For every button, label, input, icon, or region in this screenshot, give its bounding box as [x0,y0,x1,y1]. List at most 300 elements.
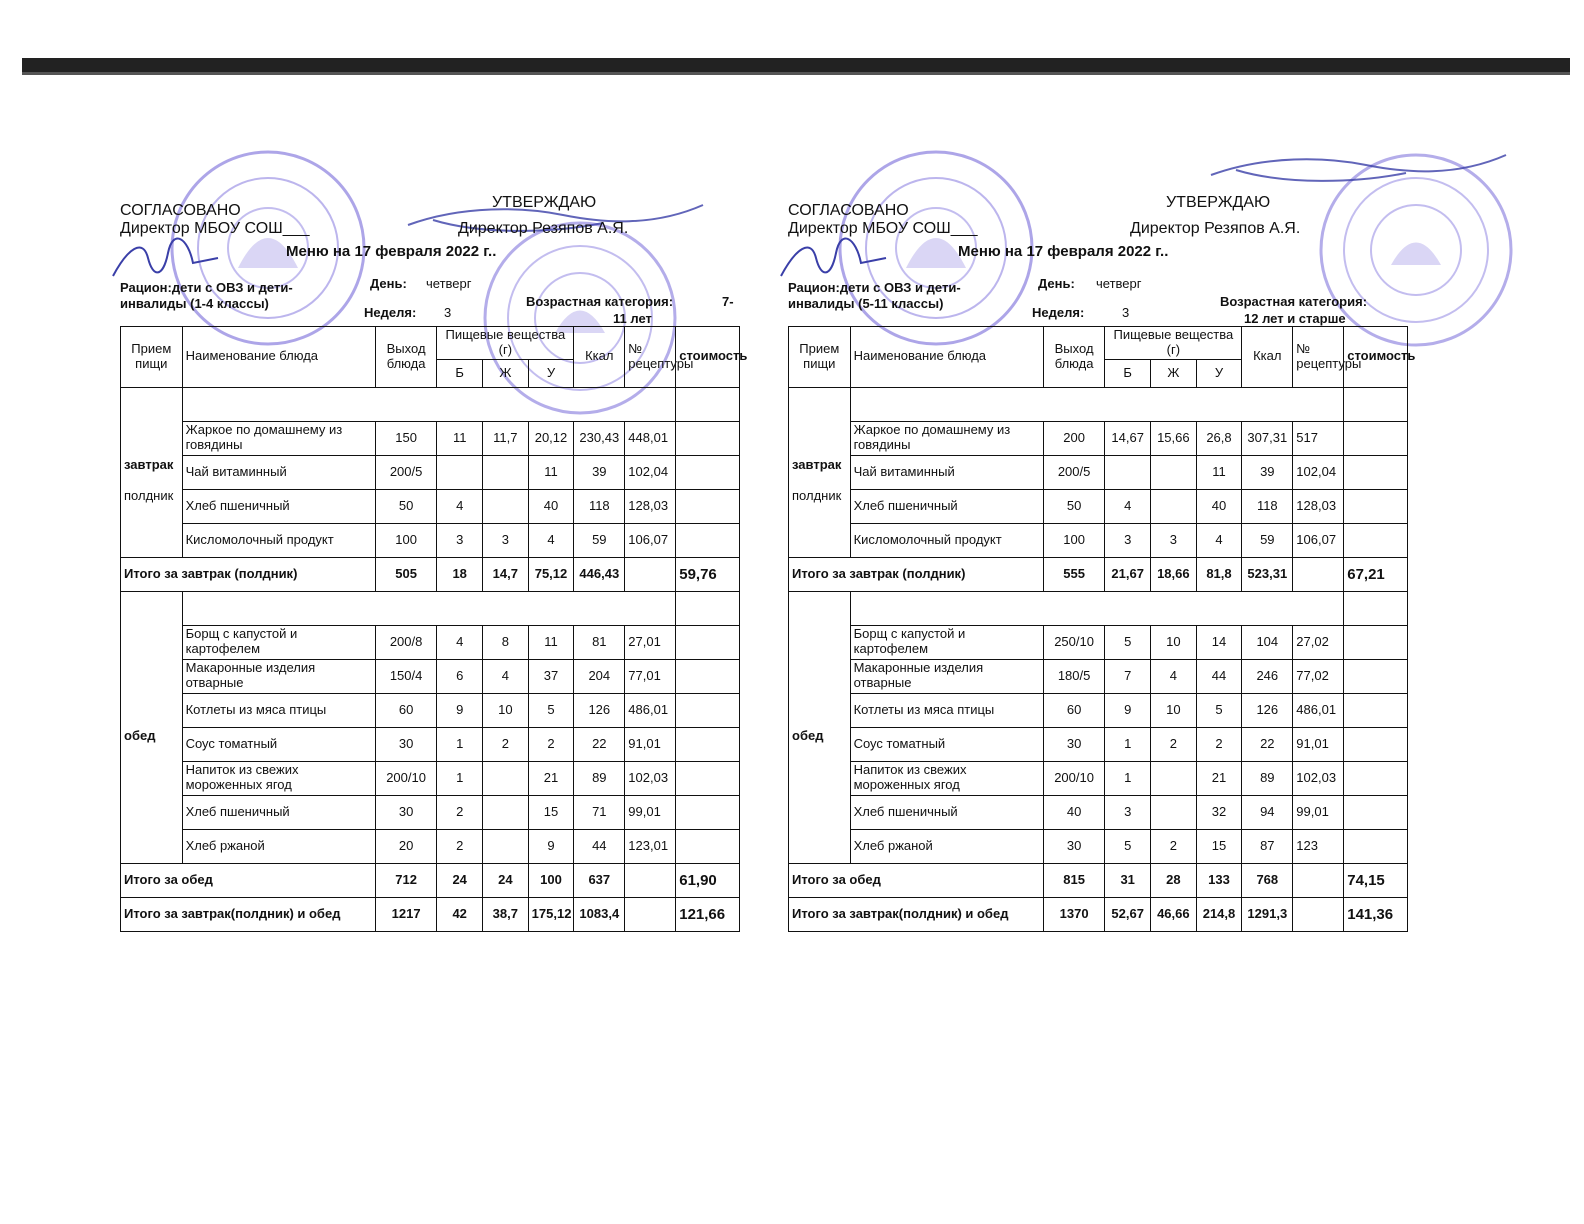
dish-recipe: 102,03 [625,761,676,795]
dish-u: 15 [1196,829,1242,863]
total-cost: 61,90 [676,863,740,897]
total-label: Итого за обед [789,863,1044,897]
age-value-a: 7- [722,294,734,309]
dish-b: 5 [1105,829,1151,863]
total-b: 24 [437,863,483,897]
dish-output: 30 [375,795,437,829]
cost-cell [1344,523,1408,557]
total-label: Итого за завтрак (полдник) [121,557,376,591]
cost-cell [676,489,740,523]
total-cost: 59,76 [676,557,740,591]
total-label: Итого за обед [121,863,376,897]
dish-u: 14 [1196,625,1242,659]
dish-output: 50 [1043,489,1105,523]
total-zh: 14,7 [483,557,529,591]
total-u: 75,12 [528,557,574,591]
cost-cell [1344,829,1408,863]
dish-kcal: 59 [1242,523,1293,557]
dish-name: Макаронные изделия отварные [850,659,1043,693]
approve-label: УТВЕРЖДАЮ [492,194,597,211]
meal-label-lunch: обед [792,727,824,743]
total-kcal: 1083,4 [574,897,625,931]
dish-name: Кисломолочный продукт [182,523,375,557]
table-row [121,727,740,761]
header-u: У [1196,359,1242,387]
dish-kcal: 22 [1242,727,1293,761]
menu-sheet-1 [108,0,748,1000]
total-u: 100 [528,863,574,897]
approve-role: Директор Резяпов А.Я. [1130,220,1301,237]
dish-output: 200/10 [1043,761,1105,795]
dish-zh: 10 [483,693,529,727]
cost-cell [676,761,740,795]
dish-b: 6 [437,659,483,693]
dish-b: 4 [437,489,483,523]
dish-kcal: 104 [1242,625,1293,659]
total-output: 1217 [375,897,437,931]
lunch-total-row [789,863,1408,897]
total-zh: 28 [1151,863,1197,897]
meal-cell-breakfast [789,387,851,557]
cost-cell [1344,455,1408,489]
dish-b: 1 [1105,727,1151,761]
dish-recipe: 91,01 [625,727,676,761]
dish-u: 5 [1196,693,1242,727]
dish-zh [483,489,529,523]
meal-label-snack: полдник [792,488,842,504]
dish-kcal: 71 [574,795,625,829]
dish-zh: 2 [1151,727,1197,761]
approve-role: Директор Резяпов А.Я. [458,220,629,237]
dish-recipe: 91,01 [1293,727,1344,761]
dish-recipe: 27,02 [1293,625,1344,659]
meal-cell-lunch [121,591,183,863]
dish-kcal: 230,43 [574,421,625,455]
approved-role: Директор МБОУ СОШ___ [120,220,310,237]
dish-b: 14,67 [1105,421,1151,455]
dish-recipe: 123,01 [625,829,676,863]
dish-u: 11 [1196,455,1242,489]
dish-output: 40 [1043,795,1105,829]
meal-label-breakfast: завтрак [792,457,842,473]
table-row [121,693,740,727]
dish-b: 3 [1105,523,1151,557]
dish-zh [483,829,529,863]
breakfast-total-row [121,557,740,591]
cost-cell [1344,693,1408,727]
dish-kcal: 81 [574,625,625,659]
dish-kcal: 94 [1242,795,1293,829]
ration-label: Рацион:дети с ОВЗ и дети-инвалиды (1-4 классы) [120,280,293,312]
dish-recipe: 77,01 [625,659,676,693]
week-label: Неделя: [364,305,417,320]
age-label: Возрастная категория: [1220,294,1368,309]
dish-recipe: 102,03 [1293,761,1344,795]
menu-sheet-2 [776,0,1416,1000]
header-row [121,327,740,360]
section-row-breakfast [789,387,1408,421]
header-nutrients: Пищевые вещества (г) [437,327,574,360]
header-b: Б [437,359,483,387]
table-row [789,761,1408,795]
header-dish: Наименование блюда [182,327,375,388]
dish-kcal: 118 [574,489,625,523]
header-recipe: № рецептуры [1293,327,1344,388]
dish-kcal: 118 [1242,489,1293,523]
dish-b: 2 [437,795,483,829]
cost-cell [676,795,740,829]
dish-output: 150 [375,421,437,455]
total-zh: 24 [483,863,529,897]
dish-output: 30 [1043,727,1105,761]
age-value-b: 11 лет [613,311,652,326]
dish-u: 15 [528,795,574,829]
dish-b: 4 [437,625,483,659]
dish-b: 3 [1105,795,1151,829]
total-zh: 18,66 [1151,557,1197,591]
dish-name: Борщ с капустой и картофелем [182,625,375,659]
dish-zh [483,455,529,489]
dish-zh [1151,455,1197,489]
total-cost: 121,66 [676,897,740,931]
dish-name: Хлеб пшеничный [182,795,375,829]
section-row-lunch [789,591,1408,625]
total-cost: 141,36 [1344,897,1408,931]
dish-name: Кисломолочный продукт [850,523,1043,557]
dish-kcal: 44 [574,829,625,863]
dish-name: Котлеты из мяса птицы [182,693,375,727]
dish-kcal: 89 [574,761,625,795]
header-kcal: Ккал [1242,327,1293,388]
dish-kcal: 39 [1242,455,1293,489]
dish-b [437,455,483,489]
total-kcal: 1291,3 [1242,897,1293,931]
dish-zh [1151,761,1197,795]
total-kcal: 637 [574,863,625,897]
day-label: День: [1038,276,1075,291]
dish-u: 40 [528,489,574,523]
dish-u: 11 [528,625,574,659]
dish-name: Борщ с капустой и картофелем [850,625,1043,659]
week-value: 3 [1122,305,1130,320]
dish-u: 26,8 [1196,421,1242,455]
total-recipe-empty [1293,557,1344,591]
dish-output: 100 [1043,523,1105,557]
total-u: 214,8 [1196,897,1242,931]
table-row [789,421,1408,455]
dish-output: 250/10 [1043,625,1105,659]
dish-name: Соус томатный [850,727,1043,761]
cost-cell [1344,421,1408,455]
dish-b: 4 [1105,489,1151,523]
cost-cell [676,829,740,863]
table-row [121,795,740,829]
dish-recipe: 486,01 [625,693,676,727]
header-kcal: Ккал [574,327,625,388]
dish-output: 30 [1043,829,1105,863]
cost-cell [1344,727,1408,761]
dish-kcal: 126 [574,693,625,727]
approved-label: СОГЛАСОВАНО [788,202,909,219]
dish-kcal: 307,31 [1242,421,1293,455]
dish-kcal: 22 [574,727,625,761]
dish-kcal: 89 [1242,761,1293,795]
dish-u: 4 [528,523,574,557]
dish-output: 200/8 [375,625,437,659]
dish-recipe: 486,01 [1293,693,1344,727]
total-label: Итого за завтрак(полдник) и обед [121,897,376,931]
table-row [121,761,740,795]
cost-cell [676,727,740,761]
dish-u: 37 [528,659,574,693]
dish-zh: 10 [1151,625,1197,659]
dish-zh [483,761,529,795]
menu-table [788,326,1416,932]
dish-name: Жаркое по домашнему из говядины [850,421,1043,455]
dish-kcal: 59 [574,523,625,557]
dish-recipe: 106,07 [625,523,676,557]
header-row [789,327,1408,360]
total-b: 21,67 [1105,557,1151,591]
dish-name: Хлеб ржаной [182,829,375,863]
cost-cell [1344,795,1408,829]
dish-recipe: 128,03 [1293,489,1344,523]
breakfast-total-row [789,557,1408,591]
dish-name: Напиток из свежих мороженных ягод [182,761,375,795]
age-label: Возрастная категория: [526,294,674,309]
header-meal: Прием пищи [789,327,851,388]
section-row-lunch [121,591,740,625]
section-row-breakfast [121,387,740,421]
dish-recipe: 128,03 [625,489,676,523]
dish-b: 9 [1105,693,1151,727]
dish-name: Котлеты из мяса птицы [850,693,1043,727]
dish-recipe: 99,01 [1293,795,1344,829]
dish-zh: 15,66 [1151,421,1197,455]
dish-u: 44 [1196,659,1242,693]
dish-u: 9 [528,829,574,863]
dish-zh: 4 [1151,659,1197,693]
table-row [121,829,740,863]
dish-b: 1 [437,727,483,761]
dish-kcal: 87 [1242,829,1293,863]
dish-zh: 2 [483,727,529,761]
dish-name: Жаркое по домашнему из говядины [182,421,375,455]
dish-u: 11 [528,455,574,489]
dish-u: 40 [1196,489,1242,523]
dish-output: 200/5 [375,455,437,489]
meal-label-snack: полдник [124,488,174,504]
total-output: 815 [1043,863,1105,897]
total-u: 133 [1196,863,1242,897]
table-row [789,489,1408,523]
cost-cell [1344,625,1408,659]
grand-total-row [121,897,740,931]
approved-label: СОГЛАСОВАНО [120,202,241,219]
dish-u: 20,12 [528,421,574,455]
dish-zh [483,795,529,829]
dish-u: 5 [528,693,574,727]
table-row [121,523,740,557]
total-kcal: 446,43 [574,557,625,591]
total-b: 52,67 [1105,897,1151,931]
dish-zh [1151,489,1197,523]
grand-total-row [789,897,1408,931]
dish-u: 2 [528,727,574,761]
dish-name: Хлеб пшеничный [850,489,1043,523]
day-value: четверг [1096,276,1142,291]
total-kcal: 523,31 [1242,557,1293,591]
table-row [789,795,1408,829]
dish-b: 1 [1105,761,1151,795]
total-cost: 74,15 [1344,863,1408,897]
cost-cell [1344,489,1408,523]
dish-kcal: 246 [1242,659,1293,693]
dish-output: 60 [1043,693,1105,727]
header-u: У [528,359,574,387]
dish-u: 2 [1196,727,1242,761]
dish-zh: 8 [483,625,529,659]
table-row [121,625,740,659]
cost-cell [1344,591,1408,625]
menu-title: Меню на 17 февраля 2022 г.. [958,243,1169,260]
table-row [789,455,1408,489]
table-row [121,659,740,693]
lunch-total-row [121,863,740,897]
total-b: 31 [1105,863,1151,897]
total-label: Итого за завтрак(полдник) и обед [789,897,1044,931]
cost-cell [676,659,740,693]
total-kcal: 768 [1242,863,1293,897]
total-b: 18 [437,557,483,591]
total-b: 42 [437,897,483,931]
dish-b: 3 [437,523,483,557]
total-output: 505 [375,557,437,591]
dish-kcal: 39 [574,455,625,489]
dish-b: 2 [437,829,483,863]
dish-recipe: 123 [1293,829,1344,863]
table-row [789,727,1408,761]
week-value: 3 [444,305,452,320]
dish-zh: 2 [1151,829,1197,863]
dish-name: Макаронные изделия отварные [182,659,375,693]
cost-cell [676,591,740,625]
dish-output: 60 [375,693,437,727]
cost-cell [676,421,740,455]
section-spacer [182,591,676,625]
week-label: Неделя: [1032,305,1085,320]
total-recipe-empty [625,863,676,897]
dish-b: 5 [1105,625,1151,659]
header-recipe: № рецептуры [625,327,676,388]
age-value-b: 12 лет и старше [1244,311,1346,326]
dish-recipe: 106,07 [1293,523,1344,557]
table-row [121,455,740,489]
dish-b: 1 [437,761,483,795]
section-spacer [850,591,1344,625]
meal-label-lunch: обед [124,727,156,743]
dish-u: 21 [1196,761,1242,795]
cost-cell [676,625,740,659]
total-output: 555 [1043,557,1105,591]
dish-u: 21 [528,761,574,795]
dish-output: 180/5 [1043,659,1105,693]
dish-name: Хлеб пшеничный [182,489,375,523]
header-meal: Прием пищи [121,327,183,388]
dish-zh: 10 [1151,693,1197,727]
total-output: 1370 [1043,897,1105,931]
dish-kcal: 204 [574,659,625,693]
day-label: День: [370,276,407,291]
dish-zh: 3 [1151,523,1197,557]
total-u: 175,12 [528,897,574,931]
dish-recipe: 102,04 [1293,455,1344,489]
header-dish: Наименование блюда [850,327,1043,388]
section-spacer [850,387,1344,421]
dish-name: Хлеб ржаной [850,829,1043,863]
table-row [789,829,1408,863]
meal-cell-breakfast [121,387,183,557]
dish-recipe: 27,01 [625,625,676,659]
total-recipe-empty [625,897,676,931]
total-recipe-empty [1293,863,1344,897]
dish-recipe: 77,02 [1293,659,1344,693]
header-zh: Ж [483,359,529,387]
meal-label-breakfast: завтрак [124,457,174,473]
header-output: Выход блюда [1043,327,1105,388]
dish-recipe: 99,01 [625,795,676,829]
dish-output: 150/4 [375,659,437,693]
dish-output: 200/10 [375,761,437,795]
dish-name: Напиток из свежих мороженных ягод [850,761,1043,795]
dish-recipe: 517 [1293,421,1344,455]
cost-cell [676,455,740,489]
total-recipe-empty [1293,897,1344,931]
dish-zh: 11,7 [483,421,529,455]
table-row [789,523,1408,557]
total-recipe-empty [625,557,676,591]
official-stamp [1316,150,1516,355]
header-nutrients: Пищевые вещества (г) [1105,327,1242,360]
total-cost: 67,21 [1344,557,1408,591]
header-b: Б [1105,359,1151,387]
cost-cell [1344,761,1408,795]
dish-u: 32 [1196,795,1242,829]
menu-table [120,326,748,932]
dish-output: 30 [375,727,437,761]
approve-label: УТВЕРЖДАЮ [1166,194,1271,211]
dish-b: 9 [437,693,483,727]
day-value: четверг [426,276,472,291]
dish-output: 200 [1043,421,1105,455]
dish-recipe: 448,01 [625,421,676,455]
dish-b: 7 [1105,659,1151,693]
total-output: 712 [375,863,437,897]
dish-name: Хлеб пшеничный [850,795,1043,829]
header-output: Выход блюда [375,327,437,388]
dish-output: 20 [375,829,437,863]
dish-kcal: 126 [1242,693,1293,727]
dish-name: Чай витаминный [182,455,375,489]
table-row [789,659,1408,693]
menu-title: Меню на 17 февраля 2022 г.. [286,243,497,260]
table-row [121,421,740,455]
cost-cell [1344,659,1408,693]
header-zh: Ж [1151,359,1197,387]
section-spacer [182,387,676,421]
dish-output: 50 [375,489,437,523]
cost-cell [676,387,740,421]
